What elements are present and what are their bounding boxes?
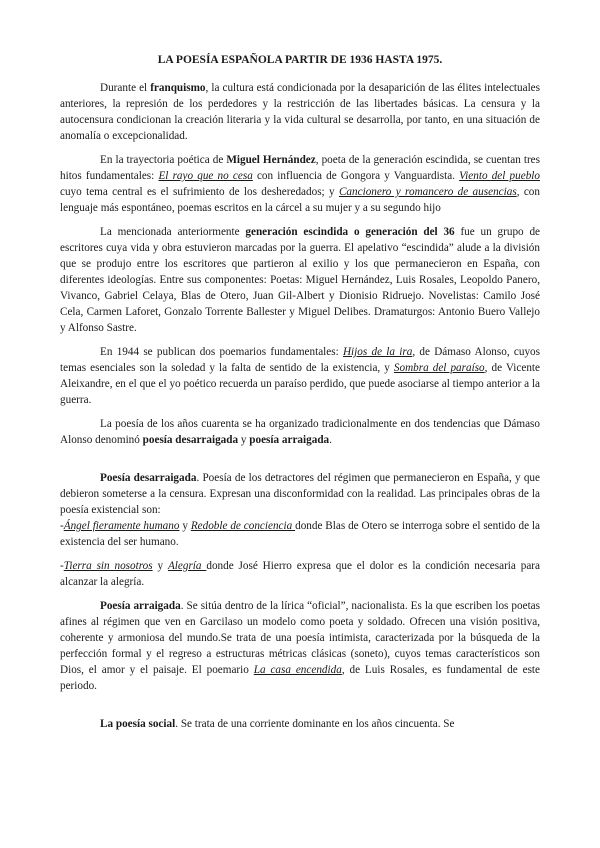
bold-term: Miguel Hernández: [226, 154, 316, 166]
bold-term: poesía arraigada: [249, 434, 330, 446]
text-run: fue un grupo de escritores cuya vida y obra estuvieron marcadas por la guerra. El apelativo “escindida” alude a la división que se produjo entre los escritores que partieron al exilio y los que permanecieron en España, con diferentes ideologías. Entre sus componentes: Poetas: Miguel Hernández, Luis Rosales, Leopoldo Panero, Vivanco, Gabriel Celaya, Blas de Otero, Juan Gil-Albert y Dionisio Ridruejo. Novelistas: Camilo José Cela, Carmen Laforet, Gonzalo Torrente Ballester y Miguel Delibes. Dramaturgos: Antonio Buero Vallejo y Alfonso Sastre.: [60, 226, 541, 334]
book-title: Cancionero y romancero de ausencias: [338, 186, 517, 198]
book-title: La casa encendida: [253, 664, 342, 676]
text-run: y: [179, 520, 191, 532]
list-item-blas-de-otero: [60, 518, 540, 550]
paragraph-poesia-desarraigada: [60, 470, 540, 518]
text-run: -: [60, 560, 64, 572]
text-run: , poeta de la generación escindida, se cuentan tres hitos fundamentales:: [60, 154, 541, 182]
book-title: El rayo que no cesa: [158, 170, 253, 182]
bold-term: generación escindida o generación del 36: [245, 226, 455, 238]
bold-term: poesía desarraigada: [142, 434, 239, 446]
book-title: Hijos de la ira: [342, 346, 413, 358]
text-run: cuyo tema central es el sufrimiento de los desheredados; y: [60, 186, 339, 198]
text-run: y: [152, 560, 168, 572]
text-run: . Se sitúa dentro de la lírica “oficial”, nacionalista. Es la que escriben los poetas afines al régimen que ven en Garcilaso un modelo como poeta y soldado. Ofrecen una visión positiva, coherente y armoniosa del mundo.Se trata de una poesía intimista, caracterizada por la búsqueda de la perfección formal y el regreso a estructuras métricas clásicas (soneto), cuyos temas característicos son Dios, el amor y el paisaje. El poemario: [60, 600, 540, 676]
document-title: LA POESÍA ESPAÑOLA PARTIR DE 1936 HASTA 1975.: [157, 54, 443, 66]
text-run: En la trayectoria poética de: [100, 154, 227, 166]
book-title: Ángel fieramente humano: [63, 520, 180, 532]
book-title: Viento del pueblo: [459, 170, 540, 182]
paragraph-1944: [60, 344, 540, 408]
paragraph-miguel-hernandez: [60, 152, 540, 216]
bold-term: Poesía desarraigada: [100, 472, 197, 484]
text-run: , con lenguaje más espontáneo, poemas escritos en la cárcel a su mujer y a su segundo hijo: [60, 186, 540, 214]
paragraph-poesia-social: [60, 716, 540, 732]
text-run: , de Luis Rosales, es fundamental de este periodo.: [60, 664, 540, 692]
bold-term: Poesía arraigada: [100, 600, 181, 612]
text-run: donde Blas de Otero se interroga sobre el sentido de la existencia del ser humano.: [60, 520, 541, 548]
paragraph-franquismo: [60, 80, 540, 144]
paragraph-poesia-arraigada: [60, 598, 540, 694]
text-run: y: [238, 434, 250, 446]
text-run: , la cultura está condicionada por la desaparición de las élites intelectuales anteriores, la represión de los perdedores y la restricción de las libertades básicas. La censura y la autocensura condicionan la creación literaria y la vida cultural se desarrolla, por tanto, en una situación de anomalía o excepcionalidad.: [60, 82, 540, 142]
text-run: . Se trata de una corriente dominante en los años cincuenta. Se: [175, 718, 455, 730]
document-content: [60, 53, 540, 732]
book-title: Redoble de conciencia: [190, 520, 296, 532]
book-title: Alegría: [167, 560, 207, 572]
bold-term: La poesía social: [100, 718, 176, 730]
list-item-jose-hierro: [60, 558, 540, 590]
paragraph-generacion-escindida: [60, 224, 540, 336]
book-title: Sombra del paraíso: [393, 362, 485, 374]
bold-term: franquismo: [150, 82, 206, 94]
text-run: donde José Hierro expresa que el dolor es la condición necesaria para alcanzar la alegría.: [60, 560, 540, 588]
text-run: -: [60, 520, 64, 532]
text-run: En 1944 se publican dos poemarios fundamentales:: [100, 346, 343, 358]
text-run: Durante el: [100, 82, 151, 94]
book-title: Tierra sin nosotros: [63, 560, 153, 572]
text-run: , de Dámaso Alonso, cuyos temas esenciales son la soledad y la falta de sentido de la existencia, y: [60, 346, 540, 374]
text-run: La mencionada anteriormente: [100, 226, 246, 238]
text-run: , de Vicente Aleixandre, en el que el yo poético recuerda un paraíso perdido, que puede asociarse al tiempo anterior a la guerra.: [60, 362, 540, 406]
text-run: .: [329, 434, 332, 446]
paragraph-dos-tendencias: [60, 416, 540, 448]
text-run: con influencia de Gongora y Vanguardista.: [252, 170, 460, 182]
text-run: . Poesía de los detractores del régimen que permanecieron en España, y que debieron someterse a la censura. Expresan una disconformidad con la realidad. Las principales obras de la poesía existencial son:: [60, 472, 540, 516]
text-run: La poesía de los años cuarenta se ha organizado tradicionalmente en dos tendencias que Dámaso Alonso denominó: [60, 418, 540, 446]
